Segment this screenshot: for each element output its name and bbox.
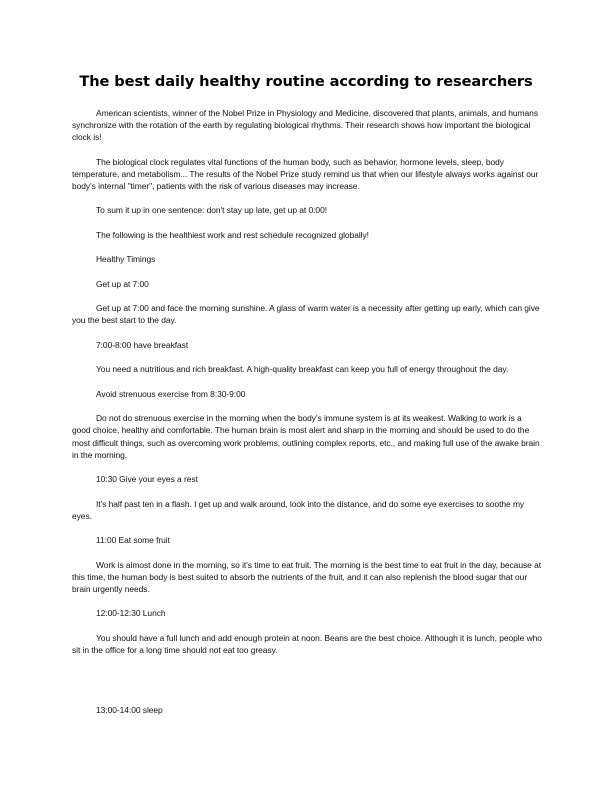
paragraph-intro: American scientists, winner of the Nobel Prize in Physiology and Medicine, discovered that plants, animals, and humans synchronize with the rotation of the earth by regulating biological rhythms. Their research shows how important the biological clock is! (72, 108, 538, 143)
heading-breakfast: 7:00-8:00 have breakfast (96, 339, 189, 350)
paragraph-fruit: Work is almost done in the morning, so it's time to eat fruit. The morning is the best time to eat fruit in the day, because at this time, the human body is best suited to absorb the nutrients of the fruit, and it can also replenish the blood sugar that our brain urgently needs. (72, 559, 542, 594)
paragraph-eyes-rest: It's half past ten in a flash. I get up and walk around, look into the distance, and do some eye exercises to soothe my eyes. (72, 498, 525, 521)
paragraph-summary: To sum it up in one sentence: don't stay up late, get up at 0:00! (96, 205, 328, 216)
heading-sleep: 13:00-14:00 sleep (96, 705, 163, 716)
paragraph-get-up: Get up at 7:00 and face the morning sunshine. A glass of warm water is a necessity after getting up early, which can give you the best start to the day. (72, 303, 540, 326)
page-title: The best daily healthy routine according to researchers (79, 73, 533, 90)
heading-get-up: Get up at 7:00 (96, 278, 149, 289)
heading-fruit: 11:00 Eat some fruit (96, 535, 170, 546)
document-body (72, 107, 542, 729)
paragraph-biological-clock: The biological clock regulates vital functions of the human body, such as behavior, hormone levels, sleep, body temperature, and metabolism... The results of the Nobel Prize study remind us that when our lifestyle always works against our body's internal "timer", patients with the risk of various diseases may increase. (72, 156, 539, 191)
paragraph-breakfast: You need a nutritious and rich breakfast. A high-quality breakfast can keep you full of energy throughout the day. (96, 364, 509, 375)
paragraph-exercise: Do not do strenuous exercise in the morning when the body's immune system is at its weakest. Walking to work is a good choice, healthy and comfortable. The human brain is most alert and sharp in the morning and should be used to do the most difficult things, such as overcoming work problems, outlining complex reports, etc., and making full use of the awake brain in the morning. (72, 413, 540, 460)
paragraph-schedule-intro: The following is the healthiest work and rest schedule recognized globally! (96, 229, 369, 240)
heading-exercise: Avoid strenuous exercise from 8:30-9:00 (96, 388, 246, 399)
spacer (72, 668, 542, 704)
paragraph-lunch: You should have a full lunch and add enough protein at noon. Beans are the best choice. Although it is lunch, people who sit in the office for a long time should not eat too greasy. (72, 632, 542, 655)
heading-eyes-rest: 10:30 Give your eyes a rest (96, 474, 198, 485)
heading-lunch: 12:00-12:30 Lunch (96, 608, 166, 619)
heading-healthy-timings: Healthy Timings (96, 254, 156, 265)
